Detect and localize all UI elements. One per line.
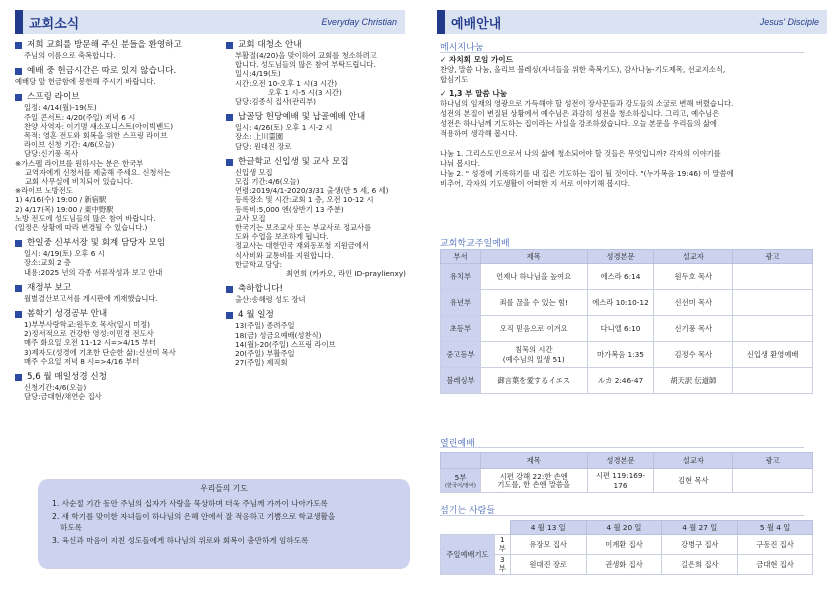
serve-name: 원대진 장로 (510, 555, 586, 575)
serve-name: 강병구 집사 (662, 535, 738, 555)
news-item-line: ※가스펠 라이브를 원하시는 분은 한국부 (15, 158, 144, 168)
news-item-line: 20(주일) 부활주일 (235, 349, 295, 359)
serve-head-blank (494, 521, 510, 535)
table-cell: 胡天訳 伝道師 (654, 368, 733, 394)
news-item-title-text: 봄학기 성경공부 안내 (27, 309, 108, 320)
news-item-title (226, 157, 426, 168)
news-item-line: 일시: 4/26(토) 오후 1 시-2 시 (235, 123, 333, 133)
serve-date: 4 월 27 일 (662, 521, 738, 535)
news-item-title (226, 40, 426, 51)
news-item-line: 라이브 신청 기간: 4/6(오늘) (24, 140, 115, 150)
table-cell: ルカ 2:46-47 (587, 368, 654, 394)
table-cell: 마가복음 1:35 (587, 342, 654, 368)
cell-line: 기도를, 한 손엔 말씀을 (497, 479, 571, 489)
serve-group: 주일예배기도 (441, 535, 495, 575)
table-cell (733, 264, 813, 290)
table-row (441, 316, 813, 342)
news-item-line: 도와 수업을 보조하게 됩니다. (235, 232, 329, 242)
prayer-item: 2. 새 학기를 맞이한 자녀들이 하나님의 은혜 안에서 잘 적응하고 기쁨으로 학교생활을 (52, 512, 336, 521)
news-item-line: 신청기간:4/6(오늘) (24, 383, 87, 393)
question-line: 비추어, 각자의 기도생활이 어떠한 지 서로 이야기해 봅시다. (440, 179, 631, 188)
news-item-title-text: 5,6 월 매일성경 신청 (27, 372, 107, 383)
news-item (15, 66, 225, 86)
bullet-square-icon (226, 114, 233, 121)
divider (440, 52, 804, 53)
table-row (441, 290, 813, 316)
news-item-line: 3)제자도(성경에 기초한 단순한 삶):신선미 목사 (24, 347, 176, 357)
cell-line: 시편 강해 22:한 손엔 (499, 471, 568, 481)
news-column-right (226, 40, 426, 367)
news-item-line: 1)부부사랑학교:원두호 목사(일시 미정) (24, 320, 151, 330)
news-item-line: 27(주일) 제직회 (235, 358, 288, 368)
news-item-line: 담당:금대현/채연순 집사 (24, 392, 102, 402)
table-row (441, 368, 813, 394)
news-item (226, 284, 426, 304)
news-item-line: 등록장소 및 시간:교회 1 층, 오전 10-12 시 (235, 195, 374, 205)
dept-cell: 유치부 (441, 264, 481, 290)
serve-date: 4 월 13 일 (510, 521, 586, 535)
message-section-label: 메시지나눔 (440, 43, 484, 53)
news-item (15, 40, 225, 60)
message-item1-title: ✓ 자치회 모임 가이드 (440, 55, 513, 64)
news-item-title (15, 309, 225, 320)
news-item-line: 주일 콘서트: 4/20(주일) 저녁 6 시 (24, 112, 136, 122)
open-dept (441, 469, 481, 493)
bullet-square-icon (15, 285, 22, 292)
news-item-line: 13(주일) 종려주일 (235, 321, 295, 331)
news-item-line: 찬양 사역자: 이기명 섀소포니스트(아이빅밴드) (24, 121, 174, 131)
news-item-line: 정교사는 대한민국 재외동포청 지원금에서 (235, 241, 369, 251)
serve-head-blank (441, 521, 495, 535)
news-item-line: 장소: 上川霊園 (235, 132, 284, 142)
news-item-line: 담당:신기풍 목사 (24, 149, 79, 159)
table-cell (733, 290, 813, 316)
news-item-line: 일시: 4/19(토) 오후 6 시 (24, 249, 105, 259)
news-item-line: 예배당 앞 헌금함에 봉헌해 주시기 바랍니다. (15, 77, 156, 87)
news-item-line: 2)정서적으로 건강한 영성:이민경 전도사 (24, 329, 154, 339)
table-header: 제목 (480, 250, 587, 264)
question-line: 나눔 1. 그리스도인으로서 나의 삶에 청소되어야 할 것들은 무엇입니까? 각자의 이야기를 (440, 149, 721, 158)
table-cell: 신선미 목사 (654, 290, 733, 316)
bullet-square-icon (15, 42, 22, 49)
serve-part: 1부 (494, 535, 510, 555)
dept-cell: 유년부 (441, 290, 481, 316)
news-item (15, 283, 225, 303)
open-dept-main: 5부 (454, 472, 467, 482)
news-item-title-text: 스프링 라이브 (27, 92, 80, 103)
prayer-item: 하도록 (60, 522, 83, 532)
news-item-line: 출산:송혜령 성도 장녀 (235, 295, 306, 305)
news-item-line: 합니다. 성도님들의 많은 참여 부탁드립니다. (235, 60, 376, 70)
table-cell: 언제나 하나님을 높여요 (480, 264, 587, 290)
news-item-line: 교사 모집 (235, 213, 266, 223)
table-cell: 御言葉を愛するイエス (480, 368, 587, 394)
news-item-line: 한국기는 보조교사 또는 부교사로 정교사를 (235, 223, 372, 233)
table-header: 설교자 (654, 453, 733, 469)
table-cell: 김정수 목사 (654, 342, 733, 368)
news-item (226, 40, 426, 106)
serve-date: 4 월 20 일 (586, 521, 662, 535)
message-item2-title: ✓ 1,3 부 말씀 나눔 (440, 89, 508, 98)
dept-cell: 블레싱부 (441, 368, 481, 394)
table-header: 성경본문 (587, 453, 654, 469)
news-item-line: 2) 4/17(목) 19:00 / 東中野駅 (15, 204, 114, 214)
news-item-title-text: 교회 대청소 안내 (238, 40, 302, 50)
serve-name: 유장모 집사 (510, 535, 586, 555)
open-preacher: 김현 목사 (654, 469, 733, 493)
news-item-line: 연령:2019/4/1-2020/3/31 출생(만 5 세, 6 세) (235, 186, 389, 196)
news-item-line: 장소:교회 2 층 (24, 258, 71, 268)
news-item-title-text: 축하합니다! (238, 284, 283, 295)
school-table (440, 249, 813, 394)
school-section-label: 교회학교주일예배 (440, 239, 510, 249)
news-item-title (15, 372, 225, 383)
serve-name: 이계환 집사 (586, 535, 662, 555)
news-item-line: 매주 수요일 저녁 8 시=>4/16 부터 (24, 356, 140, 366)
news-item-title (15, 238, 225, 249)
news-item-line: 담당: 원대진 장로 (235, 141, 292, 151)
news-item-line: 교회 사무실에 비치되어 있습니다. (25, 177, 133, 187)
table-cell (480, 342, 587, 368)
prayer-box (38, 479, 410, 569)
cell-line: (예수님의 일생 51) (502, 354, 565, 364)
prayer-item: 3. 육신과 마음이 지친 성도들에게 하나님의 위로와 회복이 충만하게 임하도록 (52, 536, 309, 545)
news-item-title-text: 재정부 보고 (27, 282, 72, 293)
prayer-title: 우리들의 기도 (200, 484, 248, 493)
table-row (441, 342, 813, 368)
serve-name: 구동진 집사 (738, 535, 813, 555)
news-item-title (15, 66, 225, 77)
news-item-line: 14(월)-20(주일) 스프링 라이브 (235, 339, 336, 349)
table-header: 설교자 (654, 250, 733, 264)
news-item (226, 112, 426, 151)
news-item-line: 모집 기간:4/6(오늘) (235, 177, 300, 187)
news-item-line: 시간:오전 10-오후 1 시(3 시간) (235, 78, 338, 88)
bullet-square-icon (15, 311, 22, 318)
news-item-line: 최연희 (카카오, 라인 ID-praylienxy) (286, 269, 406, 279)
serve-table (440, 520, 813, 575)
news-item-title (15, 92, 225, 103)
news-item-title-text: 납골당 헌당예배 및 납골예배 안내 (238, 112, 366, 123)
table-header: 부서 (441, 250, 481, 264)
news-item-title (226, 112, 426, 123)
worship-header-title: 예배안내 (451, 16, 502, 32)
open-table (440, 452, 813, 493)
news-item (15, 238, 225, 277)
news-item-title (226, 310, 426, 321)
news-item (15, 92, 225, 232)
open-section-label: 열린예배 (440, 439, 475, 449)
message-line: 합심기도 (440, 75, 469, 84)
serve-row (441, 535, 813, 555)
bullet-square-icon (226, 312, 233, 319)
news-item-line: (일정은 상황에 따라 변경될 수 있습니다.) (15, 223, 148, 233)
bullet-square-icon (15, 68, 22, 75)
news-item-line: ※라이브 노방전도 (15, 186, 73, 196)
serve-date: 5 월 4 일 (738, 521, 813, 535)
table-header (441, 453, 481, 469)
message-line: 성전의 본질이 변질된 상황에서 예수님은 과감히 성전을 청소하십니다. 그리고, 예수님은 (440, 109, 720, 118)
news-item-title-text: 한글학교 신입생 및 교사 모집 (238, 156, 349, 167)
worship-header (437, 10, 827, 34)
news-item-line: 오후 1 시-5 시(3 시간) (268, 87, 342, 97)
news-item-line: 등록비:5,000 엔(상반기 13 주분) (235, 204, 344, 214)
news-item (15, 372, 225, 401)
serve-row (441, 555, 813, 575)
table-cell: 죄를 끊을 수 있는 힘! (480, 290, 587, 316)
news-item-title (226, 284, 426, 295)
bullet-square-icon (226, 159, 233, 166)
table-header: 성경본문 (587, 250, 654, 264)
worship-header-subtitle: Jesus' Disciple (759, 17, 819, 27)
news-item-line: 한글학교 담당: (235, 259, 283, 269)
news-item-line: 담당:김종식 집사(관리부) (235, 97, 316, 107)
news-item-line: 일시:4/19(토) (235, 69, 281, 79)
serve-part: 3부 (494, 555, 510, 575)
table-cell: 신입생 환영예배 (733, 342, 813, 368)
bullet-square-icon (226, 42, 233, 49)
cell-line: 침묵의 시간 (514, 344, 553, 354)
table-cell (733, 316, 813, 342)
news-item-line: 일정: 4/14(월)-19(토) (24, 103, 97, 113)
table-cell: 신기풍 목사 (654, 316, 733, 342)
table-header: 광고 (733, 250, 813, 264)
news-item-line: 부활절(4/20)을 맞이하여 교회를 청소하려고 (235, 51, 377, 60)
news-item (226, 310, 426, 367)
table-row (441, 264, 813, 290)
bullet-square-icon (15, 240, 22, 247)
news-item-title-text: 예배 중 헌금시간은 따로 있지 않습니다. (27, 66, 177, 77)
divider (440, 515, 804, 516)
serve-name: 권생화 집사 (586, 555, 662, 575)
news-item-line: 월별결산보고서를 게시판에 게재했습니다. (24, 293, 158, 303)
dept-cell: 중고등부 (441, 342, 481, 368)
news-item-title (15, 283, 225, 294)
open-title (480, 469, 587, 493)
table-cell: 다니엘 6:10 (587, 316, 654, 342)
table-cell: 에스라 6:14 (587, 264, 654, 290)
message-line: 성전은 하나님께 기도하는 집이라는 사실을 강조하셨습니다. 오늘 본문을 우리들의 삶에 (440, 119, 717, 128)
table-cell: 오직 믿음으로 이겨요 (480, 316, 587, 342)
bullet-square-icon (226, 286, 233, 293)
news-item-title-text: 저희 교회를 방문해 주신 분들을 환영하고 (27, 40, 182, 50)
dept-cell: 초등부 (441, 316, 481, 342)
open-note (733, 469, 813, 493)
news-item-line: 노방 전도에 성도님들의 많은 참여 바랍니다. (15, 213, 156, 223)
message-line: 하나님의 임재의 영광으로 가득해야 할 성전이 장사꾼들과 강도들의 소굴로 변해 버렸습니다. (440, 99, 734, 108)
news-column-left (15, 40, 225, 401)
open-dept-sub: (한국어/영어) (445, 482, 476, 489)
question-line: 나눔 2. " 성경에 기록하기를 내 집은 기도하는 집이 될 것이다. "(누가복음 19:46) 이 말씀에 (440, 169, 734, 178)
news-header (15, 10, 405, 34)
news-item (15, 309, 225, 366)
news-item (226, 157, 426, 278)
divider (440, 447, 804, 448)
message-body (440, 55, 808, 189)
serve-name: 금대현 집사 (738, 555, 813, 575)
news-item-title-text: 한일중 신부서장 및 회계 담당자 모임 (27, 238, 166, 249)
table-cell: 원두호 목사 (654, 264, 733, 290)
question-line: 나눠 봅시다. (440, 159, 480, 168)
table-cell (733, 368, 813, 394)
news-item-line: 신입생 모집 (235, 167, 273, 177)
news-item-line: 18(금) 성금요예배(성찬식) (235, 330, 322, 340)
news-item-line: 식사비와 교통비를 지원합니다. (235, 250, 334, 260)
news-item-line: 매주 화요일 오전 11-12 시=>4/15 부터 (24, 338, 156, 348)
open-text: 시편 119:169-176 (587, 469, 654, 493)
bullet-square-icon (15, 374, 22, 381)
serve-name: 길은희 집사 (662, 555, 738, 575)
serve-section-label: 섬기는 사람들 (440, 506, 496, 516)
table-cell: 에스라 10:10-12 (587, 290, 654, 316)
bullet-square-icon (15, 94, 22, 101)
news-item-title (15, 40, 225, 51)
news-item-line: 교역자에게 신청서를 제출해 주세요. 신청서는 (25, 167, 171, 177)
news-item-line: 주님의 이름으로 축복합니다. (24, 51, 116, 60)
news-item-title-text: 4 월 일정 (238, 310, 274, 321)
news-item-line: 목적: 영혼 전도와 회복을 위한 스프링 라이브 (24, 131, 168, 141)
news-header-title: 교회소식 (29, 16, 80, 32)
message-line: 적용하여 생각해 봅시다. (440, 129, 518, 138)
message-line: 찬양, 말씀 나눔, 올리브 블레싱(자녀들을 위한 축복기도), 감사나눔-기도제목, 선교지소식, (440, 65, 726, 74)
news-header-subtitle: Everyday Christian (321, 17, 397, 27)
prayer-item: 1. 사순절 기간 동안 주님의 십자가 사랑을 묵상하며 더욱 주님께 가까이 나아가도록 (52, 498, 328, 508)
news-item-line: 1) 4/16(수) 19:00 / 新宿駅 (15, 195, 107, 205)
news-item-line: 내용:2025 년의 각종 서류작성과 보고 안내 (24, 267, 163, 277)
table-header: 광고 (733, 453, 813, 469)
table-header: 제목 (480, 453, 587, 469)
